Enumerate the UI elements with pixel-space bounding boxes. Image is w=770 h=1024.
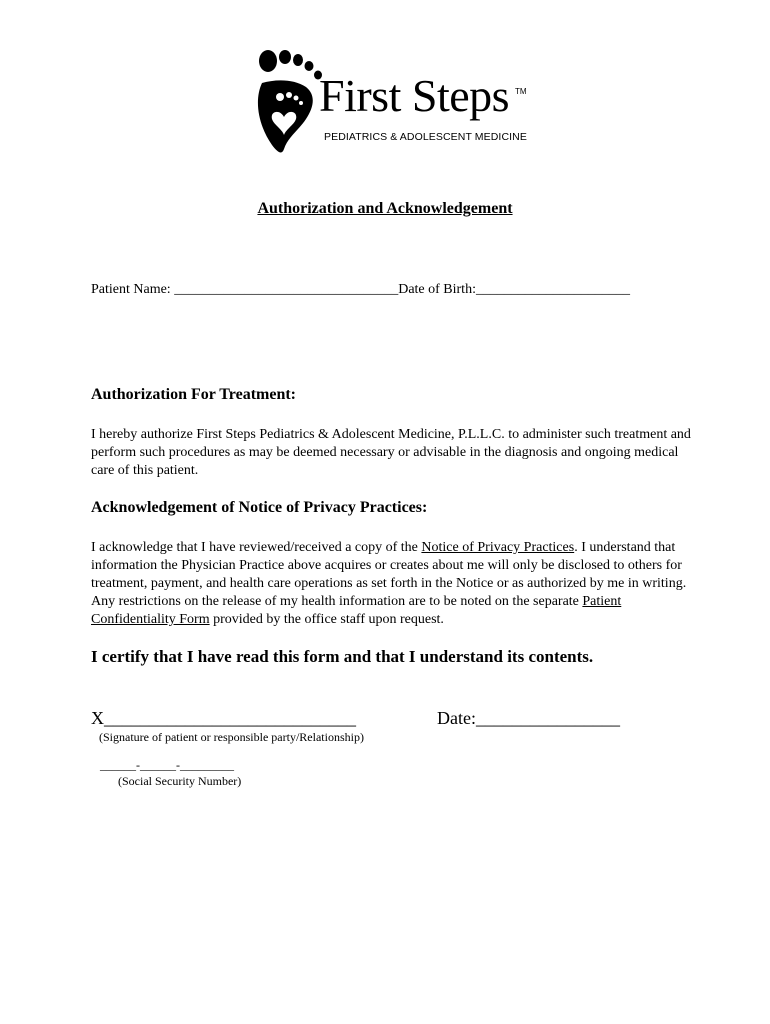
- patient-name-label: Patient Name:: [91, 282, 171, 297]
- privacy-text: [91, 539, 703, 629]
- trademark-symbol: TM: [515, 87, 527, 96]
- treatment-text: I hereby authorize First Steps Pediatrics & Adolescent Medicine, P.L.L.C. to administer such treatment and perform such procedures as may be deemed necessary or advisable in the diagnosis and ongoing medical care of this patient.: [91, 427, 691, 478]
- date-field[interactable]: ________________: [475, 708, 620, 728]
- practice-logo: [254, 45, 554, 160]
- signature-line: [91, 708, 356, 729]
- patient-name-field[interactable]: ________________________________: [174, 282, 399, 297]
- certify-statement: I certify that I have read this form and that I understand its contents.: [91, 647, 594, 666]
- form-title: Authorization and Acknowledgement: [257, 200, 513, 217]
- ssn-caption: (Social Security Number): [118, 774, 242, 788]
- dob-label: Date of Birth:: [398, 282, 476, 297]
- treatment-heading: Authorization For Treatment:: [91, 386, 297, 403]
- signature-field[interactable]: ____________________________: [104, 708, 356, 728]
- footprint-heart-icon: [254, 45, 324, 160]
- confidentiality-form-link[interactable]: Patient Confidentiality Form: [91, 594, 622, 627]
- notice-of-privacy-link[interactable]: Notice of Privacy Practices: [421, 540, 575, 555]
- privacy-text-part-2: . I understand that information the Physician Practice above acquires or creates about me will only be disclosed to others for treatment, payment, and health care operations as set forth in the Notice or as authorized by me in writing. Any restrictions on the release of my health information are to be noted on the separate: [91, 540, 687, 609]
- patient-info-line: [91, 282, 630, 298]
- privacy-text-part-3: provided by the office staff upon request.: [209, 612, 444, 627]
- signature-caption: (Signature of patient or responsible party/Relationship): [99, 730, 364, 744]
- brand-tagline: PEDIATRICS & ADOLESCENT MEDICINE: [324, 131, 527, 143]
- brand-name: First Steps: [319, 70, 510, 121]
- privacy-text-part-1: I acknowledge that I have reviewed/received a copy of the: [91, 540, 422, 555]
- dob-field[interactable]: ______________________: [475, 282, 630, 297]
- signature-mark: X: [91, 708, 104, 728]
- privacy-heading: Acknowledgement of Notice of Privacy Practices:: [91, 499, 428, 516]
- date-label: Date:: [437, 708, 476, 728]
- ssn-field[interactable]: ______-______-_________: [100, 758, 234, 772]
- date-line: [437, 708, 620, 729]
